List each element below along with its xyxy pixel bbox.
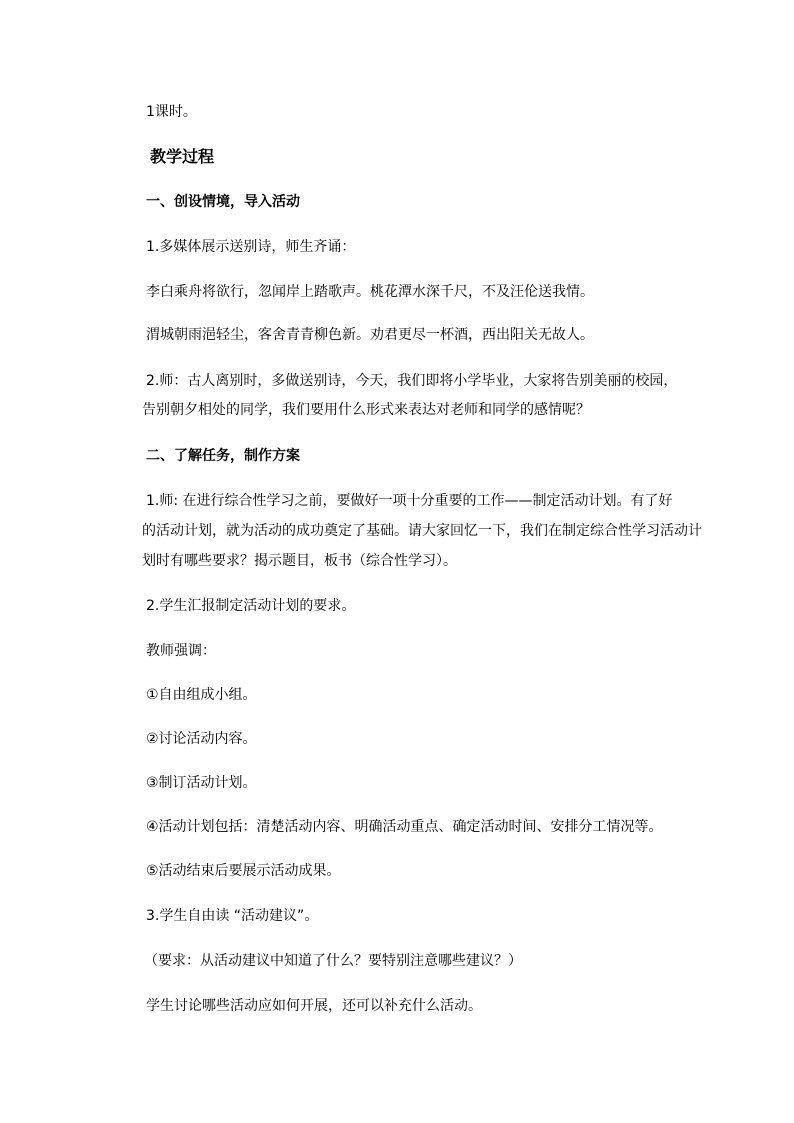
text-line: 的活动计划，就为活动的成功奠定了基础。请大家回忆一下，我们在制定综合性学习活动计 [142,523,702,539]
list-item: ②讨论活动内容。 [146,731,257,747]
text-line: 1.师: 在进行综合性学习之前，要做好一项十分重要的工作——制定活动计划。有了好 [146,493,673,509]
section-heading: 一、创设情境，导入活动 [146,194,300,210]
text-line: 教师强调： [146,643,216,659]
poem-line: 李白乘舟将欲行，忽闻岸上踏歌声。桃花潭水深千尺，不及汪伦送我情。 [146,284,594,300]
text-line: 2.学生汇报制定活动计划的要求。 [146,598,356,614]
list-item: ⑤活动结束后要展示活动成果。 [146,863,341,879]
text-line: 3.学生自由读 “活动建议”。 [146,908,319,924]
text-line: （要求：从活动建议中知道了什么？要特别注意哪些建议？） [144,953,522,969]
text-line: 学生讨论哪些活动应如何开展，还可以补充什么活动。 [146,998,482,1014]
text-line: 1课时。 [146,104,197,120]
list-item: ③制订活动计划。 [146,775,257,791]
text-line: 划时有哪些要求？揭示题目，板书（综合性学习）。 [142,553,457,569]
list-item: ④活动计划包括：清楚活动内容、明确活动重点、确定活动时间、安排分工情况等。 [146,819,663,835]
text-line: 1.多媒体展示送别诗，师生齐诵： [146,239,356,255]
section-heading: 二、了解任务，制作方案 [146,448,300,464]
text-line: 2.师：古人离别时，多做送别诗，今天，我们即将小学毕业，大家将告别美丽的校园， [146,373,678,389]
text-line: 告别朝夕相处的同学，我们要用什么形式来表达对老师和同学的感情呢？ [142,402,590,418]
section-title: 教学过程 [150,147,215,166]
poem-line: 渭城朝雨浥轻尘，客舍青青柳色新。劝君更尽一杯酒，西出阳关无故人。 [146,327,594,343]
list-item: ①自由组成小组。 [146,687,257,703]
